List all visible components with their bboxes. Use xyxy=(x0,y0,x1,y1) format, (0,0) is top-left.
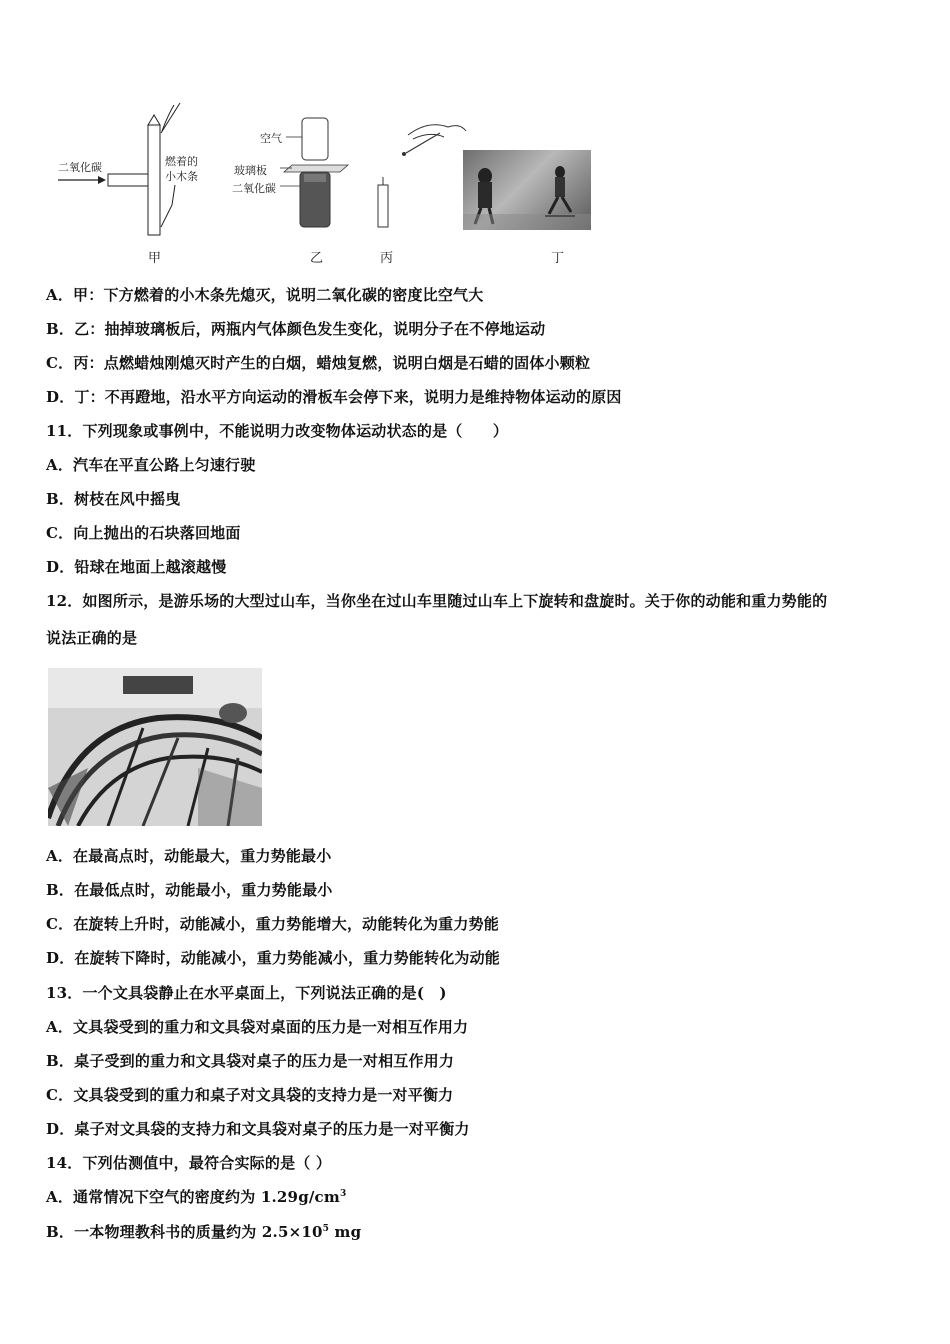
q14-option-b-text: B．一本物理教科书的质量约为 2.5×10 xyxy=(46,1223,323,1241)
q10-option-c: C．丙：点燃蜡烛刚熄灭时产生的白烟，蜡烛复燃，说明白烟是石蜡的固体小颗粒 xyxy=(46,354,591,372)
q11-option-a: A．汽车在平直公路上匀速行驶 xyxy=(46,456,256,474)
bing-caption: 丙 xyxy=(380,251,394,266)
q13-stem: 13．一个文具袋静止在水平桌面上，下列说法正确的是( ) xyxy=(46,984,447,1002)
figure-ding xyxy=(463,150,593,270)
q10-option-d: D．丁：不再蹬地，沿水平方向运动的滑板车会停下来，说明力是维持物体运动的原因 xyxy=(46,388,622,406)
yi-air-label: 空气 xyxy=(260,132,282,145)
yi-diagram xyxy=(230,110,360,250)
q14-option-b-unit: mg xyxy=(329,1223,362,1241)
q11-stem: 11．下列现象或事例中，不能说明力改变物体运动状态的是（ ） xyxy=(46,422,509,440)
skateboard-photo xyxy=(463,150,591,230)
q13-option-d: D．桌子对文具袋的支持力和文具袋对桌子的压力是一对平衡力 xyxy=(46,1120,470,1138)
q12-option-a: A．在最高点时，动能最大，重力势能最小 xyxy=(46,847,332,865)
ding-caption: 丁 xyxy=(551,251,565,266)
jia-caption: 甲 xyxy=(148,251,162,266)
jia-co2-label: 二氧化碳 xyxy=(58,161,102,174)
yi-co2-label: 二氧化碳 xyxy=(232,182,276,195)
q13-option-b: B．桌子受到的重力和文具袋对桌子的压力是一对相互作用力 xyxy=(46,1052,455,1070)
q12-option-d: D．在旋转下降时，动能减小，重力势能减小，重力势能转化为动能 xyxy=(46,949,501,967)
q10-option-b: B．乙：抽掉玻璃板后，两瓶内气体颜色发生变化，说明分子在不停地运动 xyxy=(46,320,546,338)
q10-figure xyxy=(50,95,610,270)
figure-bing xyxy=(368,115,478,270)
q12-option-b: B．在最低点时，动能最小，重力势能最小 xyxy=(46,881,333,899)
q13-option-c: C．文具袋受到的重力和桌子对文具袋的支持力是一对平衡力 xyxy=(46,1086,454,1104)
q14-option-a-exponent: 3 xyxy=(339,1189,347,1199)
q12-option-c: C．在旋转上升时，动能减小，重力势能增大，动能转化为重力势能 xyxy=(46,915,499,933)
jia-stick-label-1: 燃着的 xyxy=(165,155,198,168)
q14-option-a-text: A．通常情况下空气的密度约为 1.29g/cm xyxy=(46,1188,340,1206)
q10-option-a: A．甲：下方燃着的小木条先熄灭，说明二氧化碳的密度比空气大 xyxy=(46,286,484,304)
roller-coaster-photo xyxy=(48,668,262,826)
q14-option-b xyxy=(46,1222,361,1242)
q14-option-b-exponent: 5 xyxy=(322,1224,330,1234)
figure-jia xyxy=(50,95,220,270)
q14-option-a xyxy=(46,1187,346,1207)
q11-option-d: D．铅球在地面上越滚越慢 xyxy=(46,558,227,576)
q13-option-a: A．文具袋受到的重力和文具袋对桌面的压力是一对相互作用力 xyxy=(46,1018,469,1036)
bing-diagram xyxy=(368,115,478,245)
q12-stem-line1: 12．如图所示，是游乐场的大型过山车，当你坐在过山车里随过山车上下旋转和盘旋时。关于你的动能和重力势能的 xyxy=(46,592,828,610)
q11-option-b: B．树枝在风中摇曳 xyxy=(46,490,181,508)
figure-yi xyxy=(230,110,360,270)
q11-option-c: C．向上抛出的石块落回地面 xyxy=(46,524,241,542)
jia-stick-label-2: 小木条 xyxy=(165,170,198,183)
yi-caption: 乙 xyxy=(310,251,324,266)
q14-stem: 14．下列估测值中，最符合实际的是（ ） xyxy=(46,1154,332,1172)
yi-glass-label: 玻璃板 xyxy=(234,164,267,177)
q12-stem-line2: 说法正确的是 xyxy=(46,629,138,647)
